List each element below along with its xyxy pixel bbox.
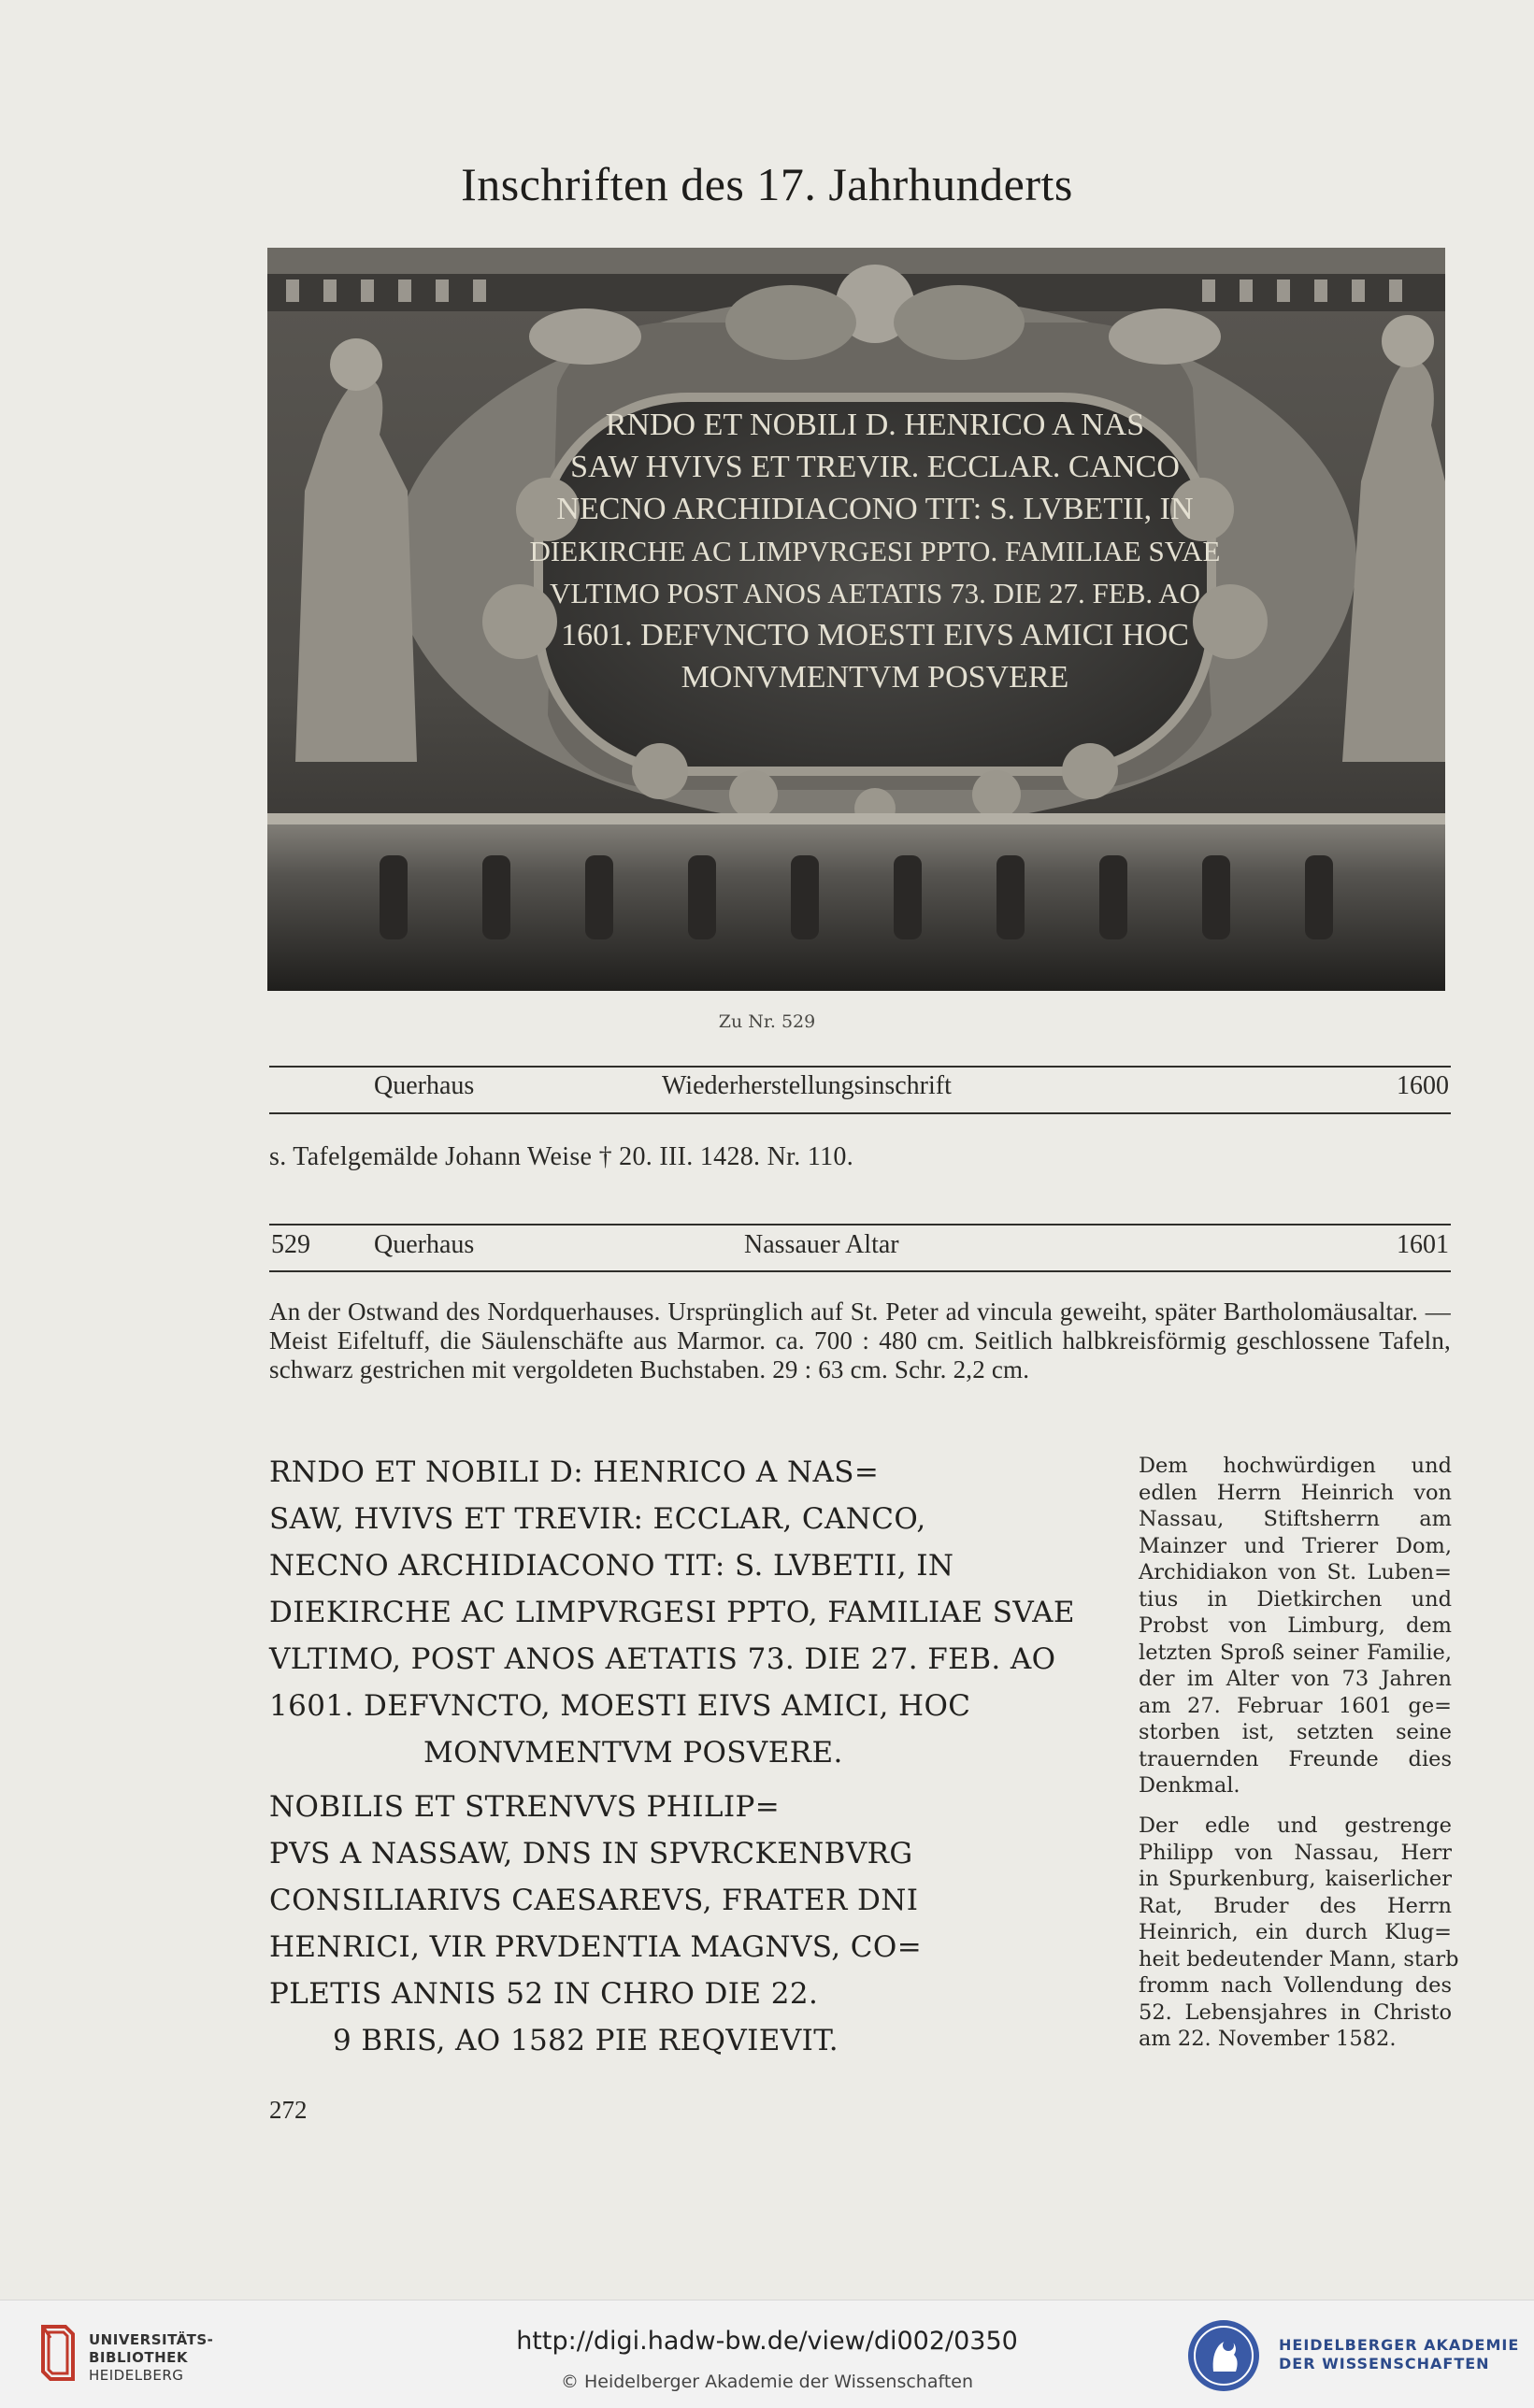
inscription-line: RNDO ET NOBILI D: HENRICO A NAS= xyxy=(269,1455,880,1489)
inscription-line: HENRICI, VIR PRVDENTIA MAGNVS, CO= xyxy=(269,1930,923,1964)
translation-line: am 22. November 1582. xyxy=(1139,2027,1397,2051)
inscription-line: VLTIMO, POST ANOS AETATIS 73. DIE 27. FEB. AO xyxy=(269,1642,1056,1676)
entry-year: 1601 xyxy=(1397,1230,1449,1259)
translation-line: der im Alter von 73 Jahren xyxy=(1139,1667,1452,1691)
translation-line: Philipp von Nassau, Herr xyxy=(1139,1840,1452,1865)
translation-line: fromm nach Vollendung des xyxy=(1139,1973,1452,1998)
divider xyxy=(269,1270,1451,1272)
photo-inscription-line: NECNO ARCHIDIACONO TIT: S. LVBETII, IN xyxy=(556,492,1194,526)
translation-line: Archidiakon von St. Luben= xyxy=(1139,1560,1452,1584)
inscription-line: PVS A NASSAW, DNS IN SPVRCKENBVRG xyxy=(269,1837,913,1870)
translation-line: Probst von Limburg, dem xyxy=(1139,1613,1452,1638)
inscription-line: 9 BRIS, AO 1582 PIE REQVIEVIT. xyxy=(333,2024,839,2057)
page-number: 272 xyxy=(269,2096,308,2124)
inscription-line: NECNO ARCHIDIACONO TIT: S. LVBETII, IN xyxy=(269,1549,954,1583)
translation-line: trauernden Freunde dies xyxy=(1139,1746,1452,1771)
translation-line: tius in Dietkirchen und xyxy=(1139,1586,1452,1612)
academy-seal-icon[interactable] xyxy=(1185,2317,1262,2394)
translation-line: Dem hochwürdigen und xyxy=(1139,1454,1452,1478)
translation-line: Der edle und gestrenge xyxy=(1139,1813,1452,1838)
divider xyxy=(269,1224,1451,1226)
translation-line: edlen Herrn Heinrich von xyxy=(1139,1480,1452,1505)
entry-description: An der Ostwand des Nordquerhauses. Ursprünglich auf St. Peter ad vincula geweiht, später Bartholomäusaltar. — Meist Eifeltuff, die Säulenschäfte aus Marmor. ca. 700 : 480 cm. Seitlich halbkreisförmig geschlossene Tafeln, schwarz gestrichen mit vergoldeten Buchstaben. 29 : 63 cm. Schr. 2,2 cm. xyxy=(269,1297,1451,1383)
translation-line: Rat, Bruder des Herrn xyxy=(1139,1893,1452,1918)
inscription-block-1 xyxy=(269,1449,1111,1776)
photo-inscription-line: MONVMENTVM POSVERE xyxy=(681,660,1069,695)
inscription-line: SAW, HVIVS ET TREVIR: ECCLAR, CANCO, xyxy=(269,1502,926,1536)
inscription-line: 1601. DEFVNCTO, MOESTI EIVS AMICI, HOC xyxy=(269,1689,971,1723)
entry-number: 529 xyxy=(271,1230,310,1259)
photo-inscription-line: RNDO ET NOBILI D. HENRICO A NAS xyxy=(605,408,1145,442)
inscription-line: CONSILIARIVS CAESAREVS, FRATER DNI xyxy=(269,1884,919,1917)
translation-line: Nassau, Stiftsherrn am xyxy=(1139,1507,1452,1531)
translation-line: am 27. Februar 1601 ge= xyxy=(1139,1693,1452,1718)
running-title: Inschriften des 17. Jahrhunderts xyxy=(461,158,1073,210)
photo-inscription-line: DIEKIRCHE AC LIMPVRGESI PPTO. FAMILIAE SVAE xyxy=(529,535,1221,567)
inscription-block-2 xyxy=(269,1784,1111,2064)
inscription-line: NOBILIS ET STRENVVS PHILIP= xyxy=(269,1790,781,1824)
entry-location: Querhaus xyxy=(374,1071,475,1100)
translation-line: storben ist, setzten seine xyxy=(1139,1720,1452,1744)
viewer-footer xyxy=(0,2300,1534,2408)
academy-name[interactable] xyxy=(1279,2336,1519,2373)
translation-line: Mainzer und Trierer Dom, xyxy=(1139,1533,1452,1558)
entry-location: Querhaus xyxy=(374,1230,475,1259)
translation-line: heit bedeutender Mann, starb xyxy=(1139,1946,1459,1971)
translation-line: in Spurkenburg, kaiserlicher xyxy=(1139,1867,1452,1891)
cross-reference-note: s. Tafelgemälde Johann Weise † 20. III. 1428. Nr. 110. xyxy=(269,1142,854,1171)
copyright-notice: © Heidelberger Akademie der Wissenschaften xyxy=(560,2372,974,2392)
academy-name-line: DER WISSENSCHAFTEN xyxy=(1279,2355,1490,2372)
figure-caption: Zu Nr. 529 xyxy=(718,1011,816,1032)
photo-inscription-line: SAW HVIVS ET TREVIR. ECCLAR. CANCO xyxy=(570,450,1180,484)
altar-photograph xyxy=(267,248,1445,991)
inscription-line: PLETIS ANNIS 52 IN CHRO DIE 22. xyxy=(269,1977,819,2011)
entry-year: 1600 xyxy=(1397,1071,1449,1100)
inscription-line: DIEKIRCHE AC LIMPVRGESI PPTO, FAMILIAE SVAE xyxy=(269,1596,1075,1629)
translation-block-2 xyxy=(1139,1813,1459,2053)
divider xyxy=(269,1112,1451,1114)
photo-inscription-line: VLTIMO POST ANOS AETATIS 73. DIE 27. FEB. AO xyxy=(550,577,1200,609)
photo-inscription-text xyxy=(530,408,1221,695)
library-name-line: HEIDELBERG xyxy=(89,2367,184,2384)
inscription-line: MONVMENTVM POSVERE. xyxy=(423,1736,843,1770)
translation-block-1 xyxy=(1139,1453,1452,1799)
translation-line: Denkmal. xyxy=(1139,1773,1240,1798)
academy-name-line: HEIDELBERGER AKADEMIE xyxy=(1279,2336,1520,2354)
translation-line: Heinrich, ein durch Klug= xyxy=(1139,1920,1452,1944)
translation-line: letzten Sproß seiner Familie, xyxy=(1139,1640,1452,1665)
library-name-line: UNIVERSITÄTS- xyxy=(89,2331,214,2348)
translation-line: 52. Lebensjahres in Christo xyxy=(1139,2000,1452,2025)
photo-inscription-line: 1601. DEFVNCTO MOESTI EIVS AMICI HOC xyxy=(561,618,1189,652)
library-name-line: BIBLIOTHEK xyxy=(89,2349,188,2366)
entry-header-1 xyxy=(269,1068,1451,1105)
page-url-link[interactable]: http://digi.hadw-bw.de/view/di002/0350 xyxy=(516,2327,1018,2356)
entry-type: Nassauer Altar xyxy=(744,1230,899,1259)
entry-type: Wiederherstellungsinschrift xyxy=(662,1071,952,1100)
entry-header-2 xyxy=(269,1226,1451,1264)
